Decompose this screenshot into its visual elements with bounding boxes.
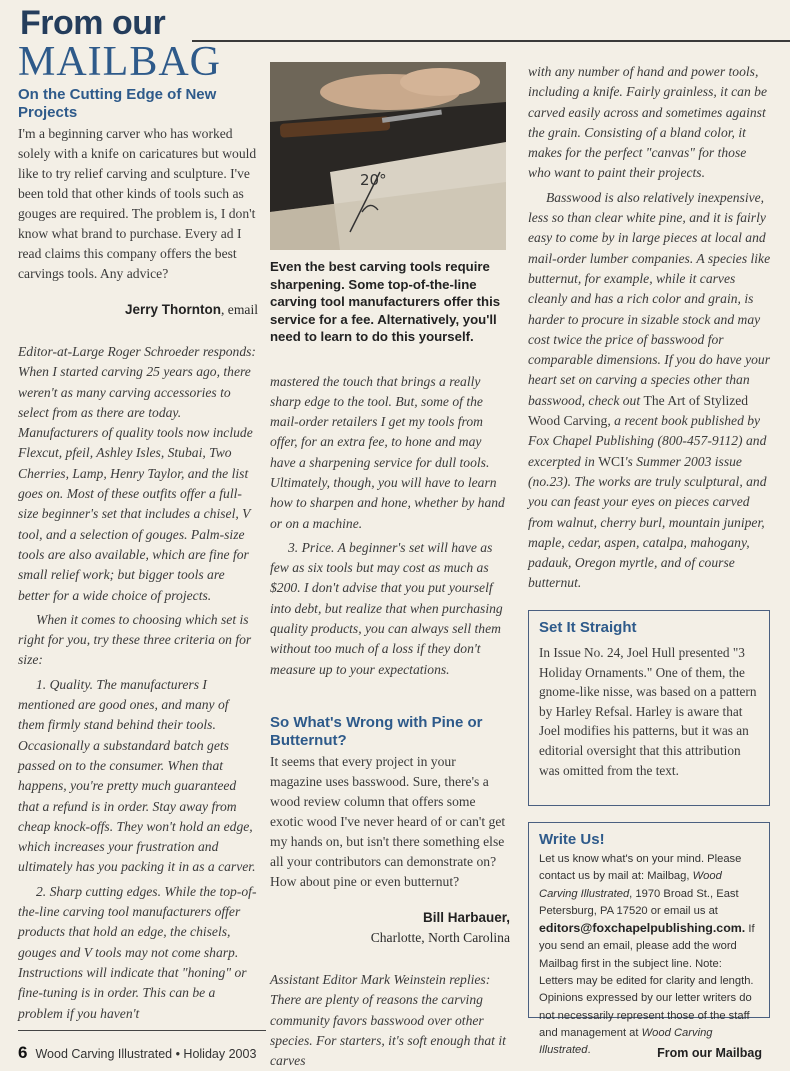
wci-abbrev: WCI (598, 453, 625, 469)
letter2-body: It seems that every project in your magazine uses basswood. Sure, there's a wood review column that offers some exotic wood I've never heard of or can't get my hands on, but isn't there something else all your contributors can demonstrate on? How about pine or even butternut? (270, 753, 506, 889)
reply1-p4: 2. Sharp cutting edges. While the top-of-the-line carving tool manufacturers offer products that hold an edge, the chisels, gouges and V tools may not come sharp. Instructions will indicate that "honing" or fine-tuning is in order. This can be a problem if you haven't (18, 883, 257, 1021)
write-us-title: Write Us! (539, 831, 605, 848)
set-it-straight-box (528, 610, 770, 806)
write-us-t1: Let us know what's on your mind. Please contact us by mail at: Mailbag, (539, 853, 742, 883)
write-us-t6: . (587, 1044, 591, 1057)
write-us-t4: If you send an email, please add the word Mailbag first in the subject line. Note: Letters may be edited for clarity and length. Opinions expressed by our letter writers do not necessarily represent those of the staff and management at (539, 923, 755, 1039)
footer-magazine: Wood Carving Illustrated • Holiday 2003 (35, 1047, 257, 1061)
reply1-p2: When it comes to choosing which set is right for you, try these three criteria on for size: (18, 611, 252, 668)
write-us-body (539, 851, 759, 1060)
footer-left (18, 1043, 256, 1063)
sharpening-photo (270, 62, 506, 250)
set-straight-body: In Issue No. 24, Joel Hull presented "3 Holiday Ornaments." One of them, the gnome-like nisse, was based on a pattern by Harley Refsal. Harley is aware that Joel modifies his patterns, but it was an editorial oversight that this attribution was omitted from the text. (539, 645, 757, 778)
letter2-author-name: Bill Harbauer, (422, 909, 510, 925)
reply2-p3e: 's Summer 2003 issue (no.23). The works are truly sculptural, and you can feast your eyes on pieces carved from walnut, cherry burl, mountain juniper, maple, cedar, aspen, catalpa, mahogany, padauk, Oregon myrtle, and of course butternut. (528, 453, 767, 591)
angle-label: 20° (360, 171, 387, 189)
reply2-p1: Assistant Editor Mark Weinstein replies: There are plenty of reasons the carving community favors basswood over other species. For starters, it's soft enough that it carves (270, 971, 506, 1069)
column-2 (270, 258, 510, 1071)
letter1-title: On the Cutting Edge of New Projects (18, 86, 217, 121)
reply1-p5: mastered the touch that brings a really sharp edge to the tool. But, some of the mail-order retailers I get my tools from offer, for an extra fee, to hone and may have a sharpening service for dull tools. Ultimately, though, you will have to learn how to sharpen and hone, whether by hand or on a machine. (270, 373, 505, 531)
reply2-p3 (528, 188, 772, 594)
letter1-author: Jerry Thornton (124, 302, 221, 317)
write-us-mag-2: Wood Carving Illustrated (539, 1026, 713, 1057)
set-straight-title: Set It Straight (539, 619, 637, 636)
write-us-t3: , 1970 Broad St., East Petersburg, PA 17520 or email us at (539, 887, 739, 917)
reply2-p3a: Basswood is also relatively inexpensive, less so than clear white pine, and it is fairly easy to come by in large pieces at local and mail-order lumber companies. A species like butternut, for example, while it carves cleanly and has a rich color and grain, is harder to procure in sizable stock and may cost twice the price of basswood for comparable dimensions. If you do have your heart set on carving a species other than basswood, check out (528, 189, 771, 408)
letter2-location: Charlotte, North Carolina (370, 929, 510, 945)
sharpening-photo-svg (270, 62, 506, 250)
write-us-mag-1: Wood Carving Illustrated (539, 870, 722, 900)
reply1-p3: 1. Quality. The manufacturers I mentioned are good ones, and many of them firmly stand behind their tools. Occasionally a substandard batch gets passed on to the consumer. When that happens, you're pretty much guaranteed that a refund is in order. Stay away from cheap knock-offs. They won't hold an edge, which increases your frustration and ultimately has you packing it in as a carver. (18, 676, 256, 875)
page-number: 6 (18, 1043, 28, 1062)
reply1-p6: 3. Price. A beginner's set will have as few as six tools but may cost as much as $200. I don't advise that you put yourself into debt, but realize that when purchasing quality products, you can always sell them without too much of a loss if they don't measure up to your expectations. (270, 539, 503, 677)
letter1-body: I'm a beginning carver who has worked solely with a knife on caricatures but would like to try relief carving and sculpture. I've been told that other kinds of tools such as gouges are required. The problem is, I don't know what brand to purchase. Every ad I read claims this company offers the best carvings tools. Any advice? (18, 126, 257, 281)
reply2-p3c: , a recent book published by Fox Chapel Publishing (800-457-9112) and excerpted in (528, 413, 767, 469)
reply2-p2: with any number of hand and power tools, including a knife. Fairly grainless, it can be carved easily across and sometimes against the grain. Consisting of a bland color, it makes for the perfect "canvas" for those who want to paint their projects. (528, 64, 767, 181)
reply1-p1: Editor-at-Large Roger Schroeder responds: When I started carving 25 years ago, there weren't as many carving accessories to select from as there are today. Manufacturers of quality tools now include Flexcut, pfeil, Ashley Isles, Stubai, Two Cherries, Lamp, Henry Taylor, and the list goes on. Most of these outfits offer a full-size beginner's set that includes a chisel, V tool, and a selection of gouges. Palm-size tools are also available, which are fine for small relief work; but bigger tools are better for a wide choice of projects. (18, 344, 256, 603)
footer-rule (18, 1030, 266, 1031)
footer-section: From our Mailbag (657, 1046, 762, 1060)
column-1 (18, 86, 258, 1024)
book-title: The Art of Stylized Wood Carving (528, 392, 749, 429)
write-us-email[interactable]: editors@foxchapelpublishing.com. (539, 921, 746, 936)
letter1-signature (18, 300, 258, 320)
photo-caption: Even the best carving tools require sharpening. Some top-of-the-line carving tool manufacturers offer this service for a fee. Alternatively, you'll need to learn to do this yourself. (270, 259, 501, 344)
letter1-author-suffix: , email (221, 302, 258, 317)
letter2-title: So What's Wrong with Pine or Butternut? (270, 713, 483, 749)
header-from-our: From our (20, 4, 166, 42)
header-mailbag: MAILBAG (18, 39, 221, 85)
letter2-author (270, 908, 510, 928)
column-3 (528, 62, 772, 594)
header-rule (192, 40, 790, 42)
